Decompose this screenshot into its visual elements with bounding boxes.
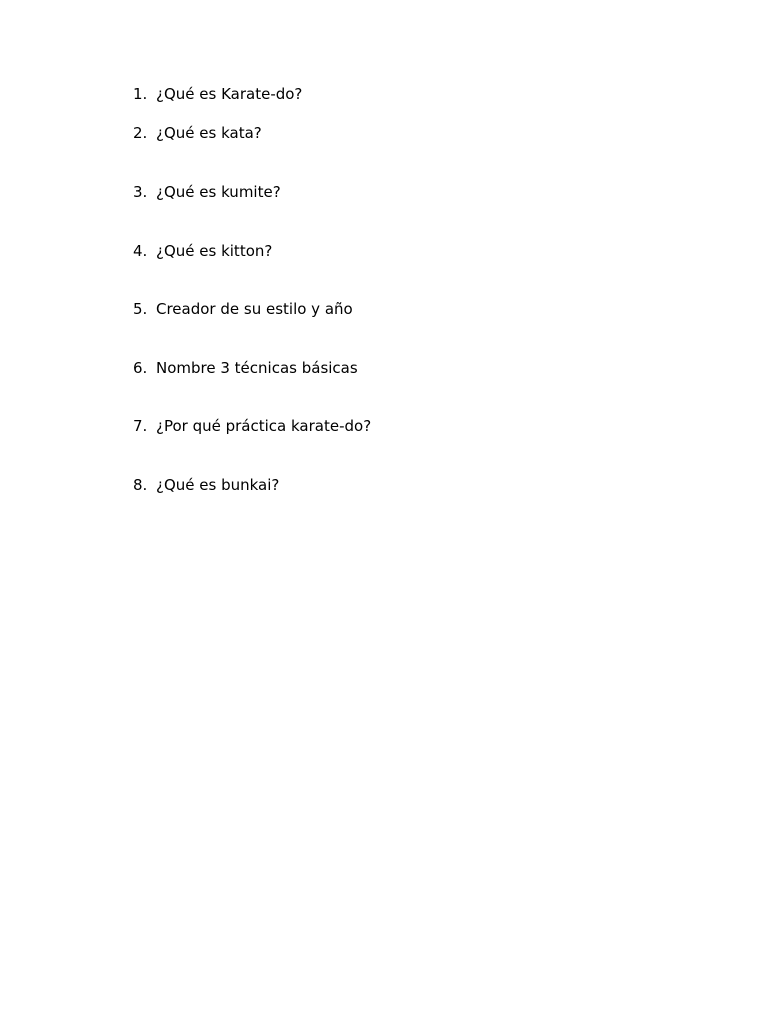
question-item [133,182,281,202]
question-text: ¿Qué es kata? [156,124,262,142]
question-number: 7. [133,417,148,435]
question-text: ¿Qué es bunkai? [156,476,280,494]
question-text: Nombre 3 técnicas básicas [156,359,358,377]
question-text: ¿Por qué práctica karate-do? [156,417,372,435]
question-number: 4. [133,242,148,260]
question-item [133,416,371,436]
question-number: 5. [133,300,148,318]
question-item [133,84,302,104]
question-item [133,475,279,495]
question-item [133,241,272,261]
question-number: 1. [133,85,148,103]
question-number: 3. [133,183,148,201]
question-text: ¿Qué es Karate-do? [156,85,303,103]
question-item [133,299,353,319]
question-number: 6. [133,359,148,377]
question-text: ¿Qué es kitton? [156,242,273,260]
question-text: ¿Qué es kumite? [156,183,281,201]
question-item [133,358,358,378]
question-text: Creador de su estilo y año [156,300,353,318]
question-number: 2. [133,124,148,142]
question-number: 8. [133,476,148,494]
question-item [133,123,262,143]
